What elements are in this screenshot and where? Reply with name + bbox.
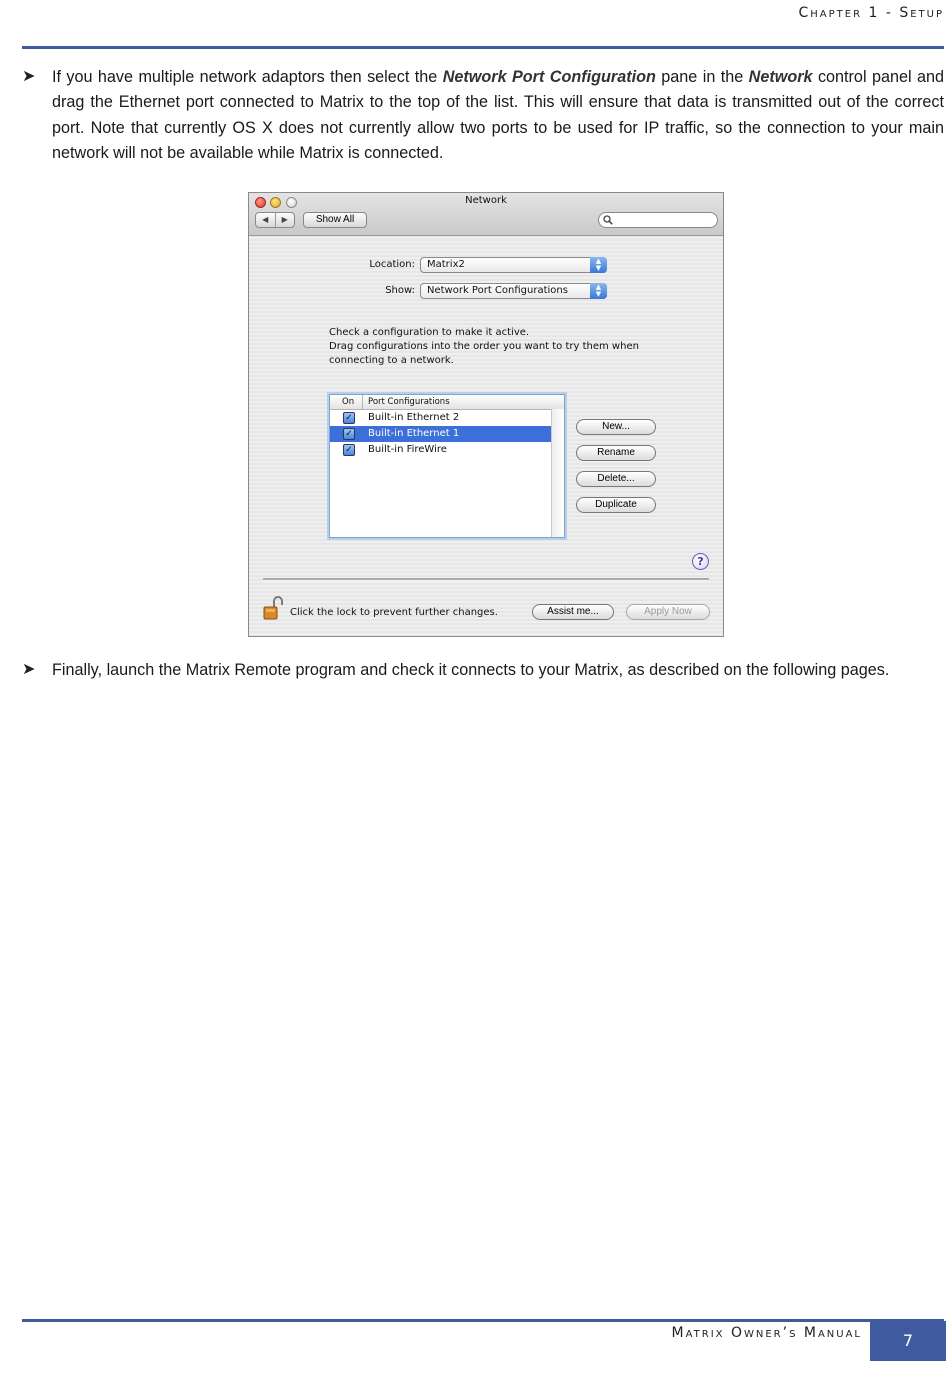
checkbox-ethernet-2[interactable]: ✓ (343, 412, 355, 424)
duplicate-button[interactable]: Duplicate (576, 497, 656, 513)
rename-button[interactable]: Rename (576, 445, 656, 461)
popup-arrows-icon: ▲ ▼ (590, 257, 607, 273)
page-number: 7 (870, 1321, 946, 1361)
instructions-line-1: Check a configuration to make it active. (329, 327, 530, 338)
chapter-header: Chapter 1 - Setup (798, 5, 944, 21)
delete-button[interactable]: Delete... (576, 471, 656, 487)
lock-icon[interactable] (263, 596, 283, 620)
column-header-on[interactable]: On (342, 397, 355, 407)
show-value: Network Port Configurations (427, 285, 568, 296)
bullet-arrow-icon: ➤ (22, 661, 36, 678)
instructions-text (329, 326, 669, 368)
list-row-label: Built-in FireWire (368, 444, 447, 455)
list-row-label: Built-in Ethernet 1 (368, 428, 460, 439)
location-select[interactable] (420, 257, 607, 273)
forward-arrow-icon[interactable]: ▶ (281, 215, 288, 224)
port-configurations-list[interactable] (329, 394, 565, 538)
checkbox-firewire[interactable]: ✓ (343, 444, 355, 456)
instructions-line-3: connecting to a network. (329, 355, 454, 366)
instruction-paragraph-2: Finally, launch the Matrix Remote program and check it connects to your Matrix, as described on the following pages. (52, 661, 890, 679)
list-row-label: Built-in Ethernet 2 (368, 412, 460, 423)
bullet-arrow-icon: ➤ (22, 68, 36, 85)
new-button[interactable]: New... (576, 419, 656, 435)
instruction-paragraph-1 (52, 65, 944, 166)
lock-message: Click the lock to prevent further changes. (290, 607, 498, 618)
column-header-port-configurations[interactable]: Port Configurations (368, 397, 450, 407)
para1-bold-network: Network (748, 68, 813, 86)
list-header (330, 395, 564, 410)
list-scrollbar[interactable] (551, 409, 564, 537)
para1-text-1: If you have multiple network adaptors then select the (52, 68, 443, 86)
instructions-line-2: Drag configurations into the order you want to try them when (329, 341, 639, 352)
location-value: Matrix2 (427, 259, 465, 270)
list-row-ethernet-1[interactable] (330, 426, 552, 442)
footer-rule (22, 1319, 944, 1322)
footer-title: Matrix Owner’s Manual (671, 1325, 862, 1341)
para1-text-2: pane in the (655, 68, 749, 86)
popup-arrows-icon: ▲ ▼ (590, 283, 607, 299)
network-preferences-screenshot (248, 192, 724, 637)
window-title: Network (465, 195, 507, 206)
location-label: Location: (369, 259, 415, 270)
back-forward-control[interactable] (255, 212, 295, 228)
help-icon[interactable]: ? (692, 553, 709, 570)
show-label: Show: (385, 285, 415, 296)
list-row-ethernet-2[interactable] (330, 410, 552, 426)
assist-me-button[interactable]: Assist me... (532, 604, 614, 620)
show-select[interactable] (420, 283, 607, 299)
back-arrow-icon[interactable]: ◀ (256, 213, 276, 227)
header-rule (22, 46, 944, 49)
show-all-button[interactable]: Show All (303, 212, 367, 228)
para1-text-3: control panel and drag the Ethernet port connected to Matrix to the top of the list. This will ensure that data is transmitted out of the correct port. Note that currently OS X does not currently allow two ports to be used for IP traffic, so the connection to your main network will not be available while Matrix is connected. (52, 68, 944, 162)
checkbox-ethernet-1[interactable]: ✓ (343, 428, 355, 440)
search-field[interactable] (598, 212, 718, 228)
list-row-firewire[interactable] (330, 442, 552, 458)
para1-bold-network-port-configuration: Network Port Configuration (442, 68, 656, 86)
apply-now-button[interactable]: Apply Now (626, 604, 710, 620)
window-titlebar (249, 193, 723, 236)
search-icon (603, 215, 613, 225)
window-divider (263, 578, 709, 581)
